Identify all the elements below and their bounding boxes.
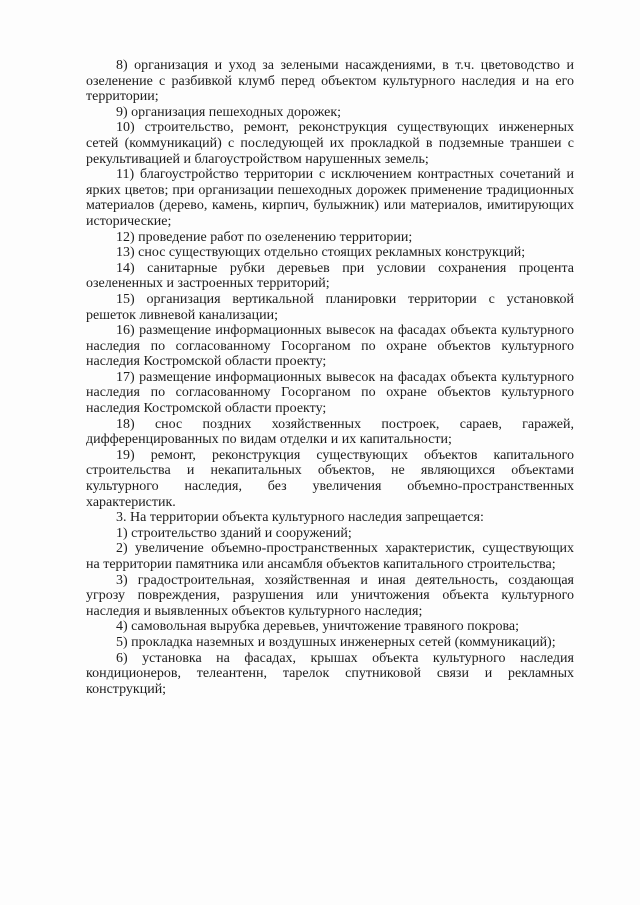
paragraph-item-16: 16) размещение информационных вывесок на фасадах объекта культурного наследия по согласованному Госорганом по охране объектов культурного наследия Костромской области проекту;: [86, 323, 574, 370]
document-body: [86, 58, 574, 697]
prohibited-item-5: 5) прокладка наземных и воздушных инженерных сетей (коммуникаций);: [116, 634, 556, 650]
paragraph-item-8: 8) организация и уход за зелеными насаждениями, в т.ч. цветоводство и озеленение с разбивкой клумб перед объектом культурного наследия и на его территории;: [86, 58, 574, 105]
prohibited-item-3: 3) градостроительная, хозяйственная и иная деятельность, создающая угрозу повреждения, разрушения или уничтожения объекта культурного наследия и выявленных объектов культурного наследия;: [86, 572, 574, 619]
paragraph-item-15: 15) организация вертикальной планировки территории с установкой решеток ливневой канализации;: [86, 291, 574, 323]
paragraph-item-13: 13) снос существующих отдельно стоящих рекламных конструкций;: [116, 245, 526, 261]
prohibited-item-4: 4) самовольная вырубка деревьев, уничтожение травяного покрова;: [116, 619, 519, 635]
paragraph-item-12: 12) проведение работ по озеленению территории;: [116, 229, 413, 245]
prohibited-item-1: 1) строительство зданий и сооружений;: [116, 525, 352, 541]
paragraph-item-19: 19) ремонт, реконструкция существующих объектов капитального строительства и некапитальных объектов, не являющихся объектами культурного наследия, без увеличения объемно-пространственных характеристик.: [86, 447, 574, 510]
paragraph-item-18: 18) снос поздних хозяйственных построек, сараев, гаражей, дифференцированных по видам отделки и их капитальности;: [86, 416, 574, 448]
paragraph-item-9: 9) организация пешеходных дорожек;: [116, 104, 342, 120]
paragraph-item-11: 11) благоустройство территории с исключением контрастных сочетаний и ярких цветов; при организации пешеходных дорожек применение традиционных материалов (дерево, камень, кирпич, булыжник) или материалов, имитирующих исторические;: [86, 167, 574, 229]
paragraph-item-14: 14) санитарные рубки деревьев при условии сохранения процента озелененных и застроенных территорий;: [86, 260, 574, 292]
paragraph-item-17: 17) размещение информационных вывесок на фасадах объекта культурного наследия по согласованному Госорганом по охране объектов культурного наследия Костромской области проекту;: [86, 369, 574, 417]
prohibited-item-6: 6) установка на фасадах, крышах объекта культурного наследия кондиционеров, телеантенн, тарелок спутниковой связи и рекламных конструкций;: [86, 650, 574, 697]
prohibited-item-2: 2) увеличение объемно-пространственных характеристик, существующих на территории памятника или ансамбля объектов капитального строительства;: [86, 541, 574, 572]
section-3-heading: 3. На территории объекта культурного наследия запрещается:: [116, 510, 484, 526]
paragraph-item-10: 10) строительство, ремонт, реконструкция существующих инженерных сетей (коммуникаций) с последующей их прокладкой в подземные траншеи с рекультивацией и благоустройством нарушенных земель;: [86, 120, 574, 167]
